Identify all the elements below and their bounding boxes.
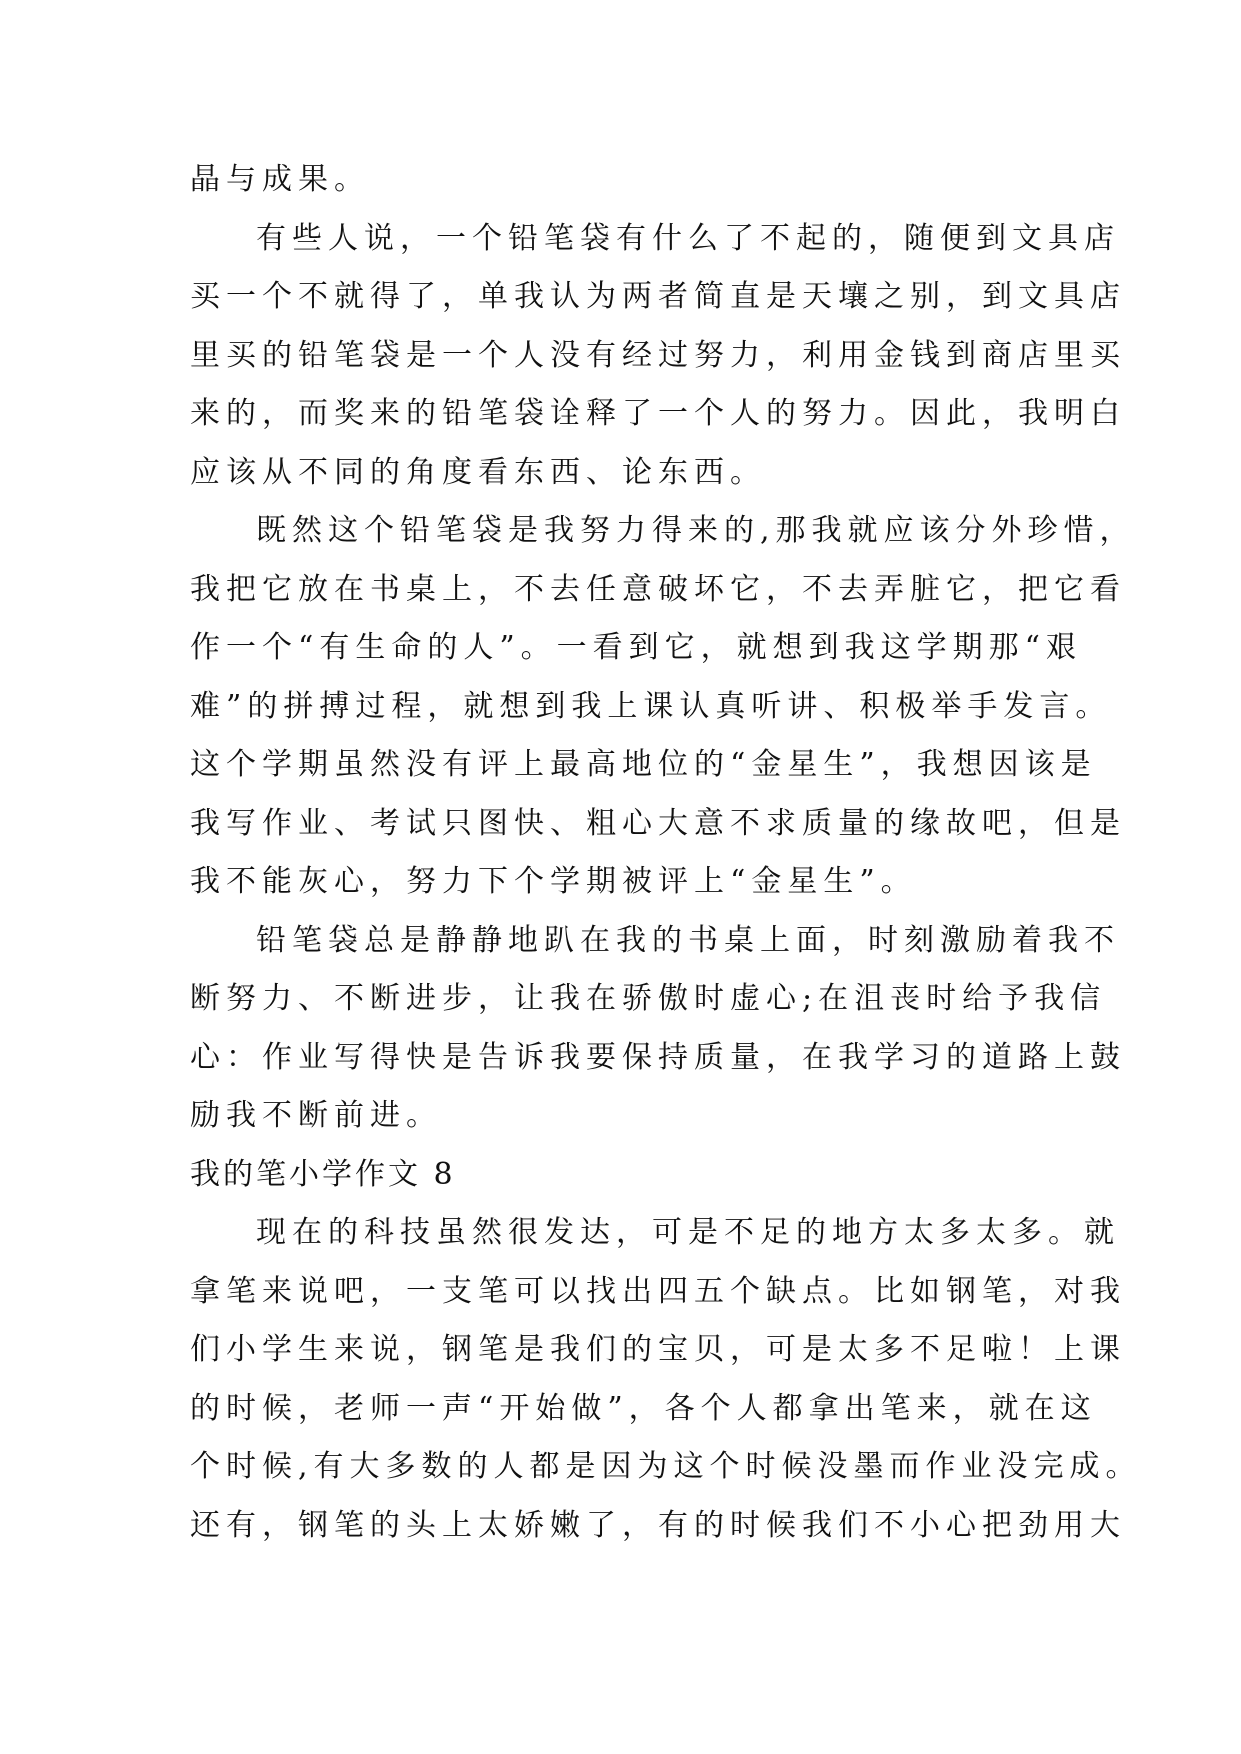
text-line: 买一个不就得了，单我认为两者简直是天壤之别，到文具店: [190, 279, 1126, 314]
text-line: 难”的拼搏过程，就想到我上课认真听讲、积极举手发言。: [190, 688, 1112, 724]
text-line: 这个学期虽然没有评上最高地位的“金星生”，我想因该是: [190, 747, 1097, 782]
document-page: [190, 151, 1142, 1555]
text-line: 个时候,有大多数的人都是因为这个时候没墨而作业没完成。: [190, 1449, 1142, 1484]
text-line: 还有，钢笔的头上太娇嫩了，有的时候我们不小心把劲用大: [190, 1507, 1126, 1543]
text-line: 晶与成果。: [190, 162, 370, 197]
text-line: 心：作业写得快是告诉我要保持质量，在我学习的道路上鼓: [190, 1039, 1126, 1075]
paragraph-start-line: 现在的科技虽然很发达，可是不足的地方太多太多。就: [256, 1215, 1120, 1250]
text-line: 的时候，老师一声“开始做”，各个人都拿出笔来，就在这: [190, 1390, 1097, 1426]
text-line: 应该从不同的角度看东西、论东西。: [190, 454, 766, 490]
text-line: 励我不断前进。: [190, 1098, 442, 1133]
text-line: 来的，而奖来的铅笔袋诠释了一个人的努力。因此，我明白: [190, 396, 1126, 431]
text-line: 我把它放在书桌上，不去任意破坏它，不去弄脏它，把它看: [190, 571, 1126, 607]
paragraph-start-line: 铅笔袋总是静静地趴在我的书桌上面，时刻激励着我不: [256, 922, 1120, 958]
text-line: 断努力、不断进步，让我在骄傲时虚心;在沮丧时给予我信: [190, 981, 1107, 1016]
text-line: 我写作业、考试只图快、粗心大意不求质量的缘故吧，但是: [190, 805, 1126, 841]
paragraph-start-line: 既然这个铅笔袋是我努力得来的,那我就应该分外珍惜，: [256, 513, 1136, 548]
text-line: 里买的铅笔袋是一个人没有经过努力，利用金钱到商店里买: [190, 337, 1126, 373]
section-heading: 我的笔小学作文 8: [190, 1156, 456, 1192]
paragraph-start-line: 有些人说，一个铅笔袋有什么了不起的，随便到文具店: [256, 220, 1120, 256]
text-line: 们小学生来说，钢笔是我们的宝贝，可是太多不足啦！上课: [190, 1332, 1126, 1367]
text-line: 拿笔来说吧，一支笔可以找出四五个缺点。比如钢笔，对我: [190, 1273, 1126, 1309]
text-line: 作一个“有生命的人”。一看到它，就想到我这学期那“艰: [190, 630, 1083, 665]
text-line: 我不能灰心，努力下个学期被评上“金星生”。: [190, 864, 917, 899]
